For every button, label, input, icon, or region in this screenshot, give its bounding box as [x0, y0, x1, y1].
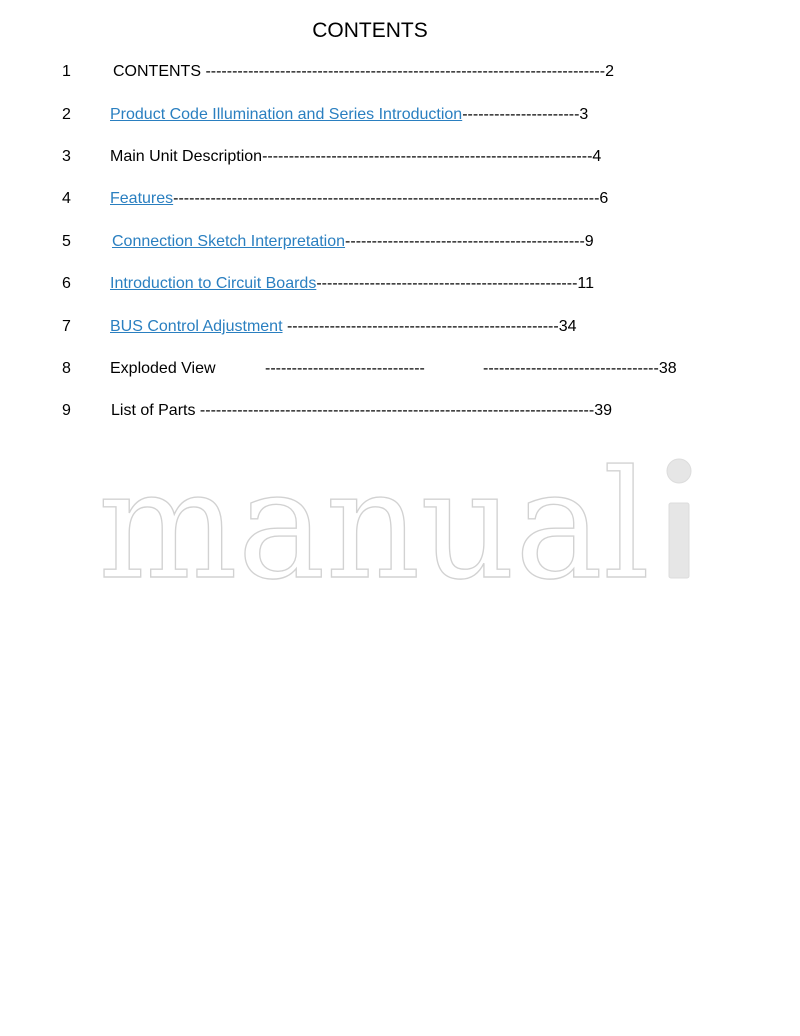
toc-number: 1	[62, 63, 71, 80]
toc-link[interactable]: Product Code Illumination and Series Introduction	[110, 106, 463, 123]
toc-page-number: 3	[579, 106, 589, 123]
toc-entry	[113, 61, 614, 83]
toc-number: 9	[62, 402, 71, 419]
toc-leader: --------------------------------------------------------------------------	[195, 402, 595, 419]
toc-page-number: 39	[594, 402, 613, 419]
toc-page-number: 2	[605, 63, 614, 80]
toc-link[interactable]: Introduction to Circuit Boards	[110, 275, 317, 292]
toc-leader: -------------------------------------------------	[316, 275, 578, 292]
toc-number: 8	[62, 360, 71, 377]
toc-entry	[483, 358, 677, 380]
svg-text:manual: manual	[98, 455, 650, 585]
toc-number: 7	[62, 318, 71, 335]
page-title: CONTENTS	[312, 19, 428, 42]
toc-leader: ---------------------------------	[483, 360, 659, 377]
toc-entry	[110, 146, 601, 168]
toc-link[interactable]: BUS Control Adjustment	[110, 318, 283, 335]
toc-number: 3	[62, 148, 71, 165]
toc-number: 4	[62, 190, 71, 207]
toc-leader: --------------------------------------------------------------	[262, 148, 593, 165]
toc-number: 5	[62, 233, 71, 250]
toc-entry	[110, 188, 608, 210]
toc-number: 2	[62, 106, 71, 123]
toc-entry	[110, 104, 588, 126]
toc-title: Main Unit Description	[110, 148, 263, 165]
toc-page-number: 9	[584, 233, 594, 250]
toc-link[interactable]: Connection Sketch Interpretation	[112, 233, 346, 250]
toc-link[interactable]: Features	[110, 190, 174, 207]
toc-page-number: 11	[577, 275, 595, 292]
toc-title: Exploded View	[110, 360, 216, 377]
toc-entry	[110, 316, 577, 338]
toc-title: CONTENTS	[113, 63, 201, 80]
toc-page-number: 6	[599, 190, 609, 207]
toc-leader: ---------------------------------------------------	[282, 318, 559, 335]
toc-entry	[110, 273, 594, 295]
toc-leader: ---------------------------------------------	[345, 233, 585, 250]
toc-number: 6	[62, 275, 71, 292]
toc-leader: ---------------------------------------------------------------------------	[201, 63, 606, 80]
toc-entry	[112, 231, 594, 253]
manuali-watermark-logo	[98, 455, 698, 585]
toc-page-number: 4	[592, 148, 602, 165]
toc-page-number: 38	[658, 360, 677, 377]
toc-leader: --------------------------------------------------------------------------------	[173, 190, 600, 207]
toc-leader: ----------------------	[462, 106, 580, 123]
toc-page-number: 34	[558, 318, 577, 335]
toc-gap-leader: ------------------------------	[265, 360, 425, 377]
toc-title: List of Parts	[111, 402, 196, 419]
toc-entry	[111, 400, 612, 422]
